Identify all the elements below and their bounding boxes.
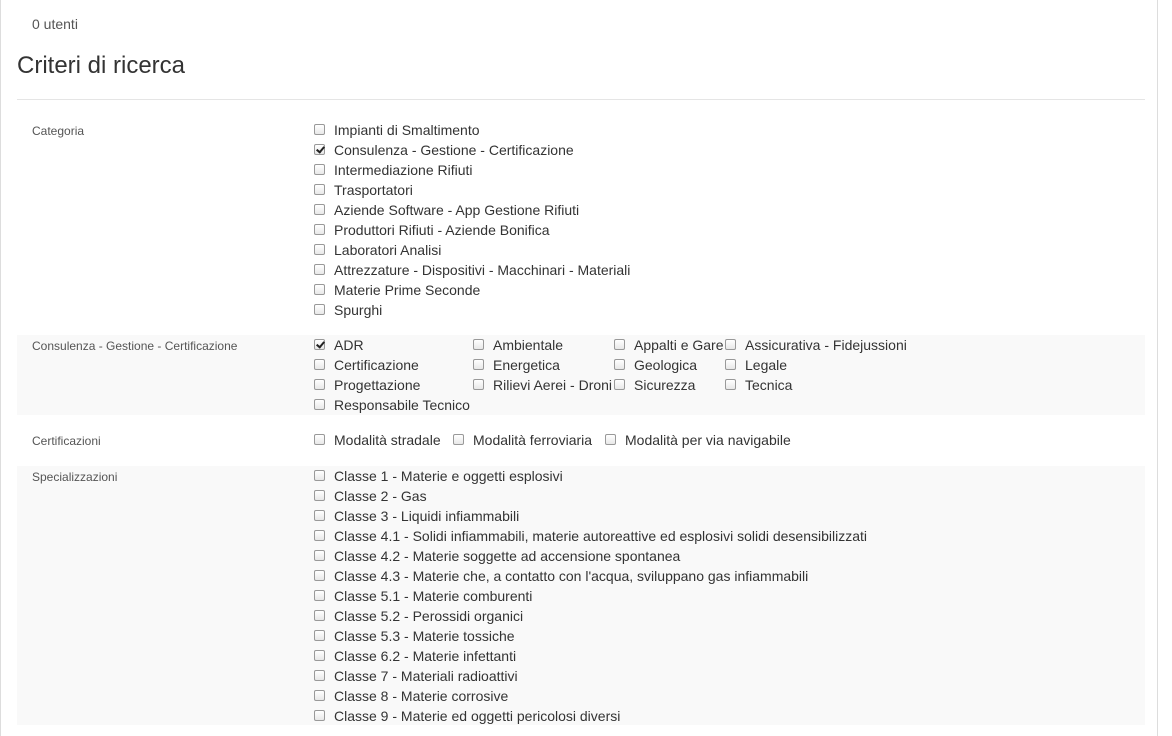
checkbox[interactable]	[314, 650, 325, 661]
checkbox[interactable]	[314, 124, 325, 135]
checkbox[interactable]	[314, 184, 325, 195]
checkbox-label[interactable]: Trasportatori	[334, 182, 413, 198]
checkbox-label[interactable]: Classe 2 - Gas	[334, 488, 427, 504]
checkbox-label[interactable]: Classe 4.3 - Materie che, a contatto con l'acqua, sviluppano gas infiammabili	[334, 568, 809, 584]
checkbox-label[interactable]: Impianti di Smaltimento	[334, 122, 480, 138]
checkbox-label[interactable]: Certificazione	[334, 357, 419, 373]
checkbox-label[interactable]: Classe 6.2 - Materie infettanti	[334, 648, 517, 664]
checkbox[interactable]	[314, 530, 325, 541]
checkbox-label[interactable]: Classe 9 - Materie ed oggetti pericolosi diversi	[334, 708, 621, 724]
user-count: 0 utenti	[32, 16, 78, 32]
checkbox-label[interactable]: Aziende Software - App Gestione Rifiuti	[334, 202, 580, 218]
checkbox-label[interactable]: Attrezzature - Dispositivi - Macchinari - Materiali	[334, 262, 631, 278]
checkbox-label[interactable]: Intermediazione Rifiuti	[334, 162, 473, 178]
section-categoria	[17, 119, 1145, 322]
checkbox-label[interactable]: Classe 7 - Materiali radioattivi	[334, 668, 518, 684]
checkbox[interactable]	[314, 204, 325, 215]
checkbox[interactable]	[314, 359, 325, 370]
checkbox-label[interactable]: Consulenza - Gestione - Certificazione	[334, 142, 574, 158]
checkbox[interactable]	[614, 339, 625, 350]
checkbox-label[interactable]: Spurghi	[334, 302, 383, 318]
checkbox[interactable]	[605, 434, 616, 445]
checkbox-label[interactable]: Rilievi Aerei - Droni	[493, 377, 613, 393]
checkbox[interactable]	[725, 339, 736, 350]
checkbox-label[interactable]: Assicurativa - Fidejussioni	[745, 337, 907, 353]
section-label-consulenza: Consulenza - Gestione - Certificazione	[32, 339, 238, 353]
checkbox[interactable]	[314, 670, 325, 681]
checkbox[interactable]	[314, 710, 325, 721]
checkbox-label[interactable]: Progettazione	[334, 377, 421, 393]
checkbox-label[interactable]: Laboratori Analisi	[334, 242, 442, 258]
checkbox[interactable]	[473, 379, 484, 390]
checkbox[interactable]	[314, 630, 325, 641]
checkbox[interactable]	[314, 690, 325, 701]
checkbox-label[interactable]: Modalità ferroviaria	[473, 432, 593, 448]
checkbox-label[interactable]: Classe 3 - Liquidi infiammabili	[334, 508, 520, 524]
checkbox[interactable]	[314, 550, 325, 561]
checkbox-label[interactable]: Classe 5.3 - Materie tossiche	[334, 628, 515, 644]
checkbox-label[interactable]: Tecnica	[745, 377, 793, 393]
title-divider	[17, 99, 1145, 100]
checkbox-label[interactable]: Sicurezza	[634, 377, 696, 393]
checkbox[interactable]	[314, 510, 325, 521]
checkbox-label[interactable]: Modalità per via navigabile	[625, 432, 791, 448]
checkbox[interactable]	[453, 434, 464, 445]
checkbox[interactable]	[614, 379, 625, 390]
page-title: Criteri di ricerca	[17, 52, 186, 79]
checkbox-label[interactable]: Classe 1 - Materie e oggetti esplosivi	[334, 468, 563, 484]
checkbox-label[interactable]: Appalti e Gare	[634, 337, 724, 353]
checkbox[interactable]	[473, 359, 484, 370]
checkbox[interactable]	[314, 339, 325, 350]
checkbox-label[interactable]: Produttori Rifiuti - Aziende Bonifica	[334, 222, 550, 238]
checkbox-label[interactable]: Modalità stradale	[334, 432, 441, 448]
checkbox[interactable]	[314, 399, 325, 410]
section-label-certificazioni: Certificazioni	[32, 434, 101, 448]
checkbox[interactable]	[614, 359, 625, 370]
checkbox-label[interactable]: Geologica	[634, 357, 698, 373]
section-label-specializzazioni: Specializzazioni	[32, 470, 118, 484]
checkbox[interactable]	[725, 379, 736, 390]
checkbox[interactable]	[314, 379, 325, 390]
checkbox-label[interactable]: Classe 8 - Materie corrosive	[334, 688, 509, 704]
checkbox[interactable]	[314, 304, 325, 315]
checkbox[interactable]	[473, 339, 484, 350]
checkbox[interactable]	[314, 264, 325, 275]
checkbox-label[interactable]: Materie Prime Seconde	[334, 282, 481, 298]
checkbox-label[interactable]: Energetica	[493, 357, 560, 373]
checkbox-label[interactable]: Classe 4.1 - Solidi infiammabili, materie autoreattive ed esplosivi solidi desensibilizzati	[334, 528, 868, 544]
section-label-categoria: Categoria	[32, 124, 85, 138]
checkbox[interactable]	[725, 359, 736, 370]
checkbox[interactable]	[314, 610, 325, 621]
checkbox[interactable]	[314, 224, 325, 235]
checkbox-label[interactable]: Ambientale	[493, 337, 564, 353]
checkbox[interactable]	[314, 490, 325, 501]
checkbox[interactable]	[314, 244, 325, 255]
section-specializzazioni	[17, 466, 1145, 725]
checkbox[interactable]	[314, 570, 325, 581]
checkbox[interactable]	[314, 164, 325, 175]
checkbox-label[interactable]: Classe 5.2 - Perossidi organici	[334, 608, 524, 624]
checkbox[interactable]	[314, 434, 325, 445]
checkbox-label[interactable]: Classe 4.2 - Materie soggette ad accensione spontanea	[334, 548, 681, 564]
checkbox-label[interactable]: Responsabile Tecnico	[334, 397, 470, 413]
checkbox[interactable]	[314, 470, 325, 481]
checkbox-label[interactable]: ADR	[334, 337, 364, 353]
checkbox[interactable]	[314, 590, 325, 601]
checkbox-label[interactable]: Classe 5.1 - Materie comburenti	[334, 588, 533, 604]
checkbox[interactable]	[314, 144, 325, 155]
checkbox[interactable]	[314, 284, 325, 295]
checkbox-label[interactable]: Legale	[745, 357, 788, 373]
